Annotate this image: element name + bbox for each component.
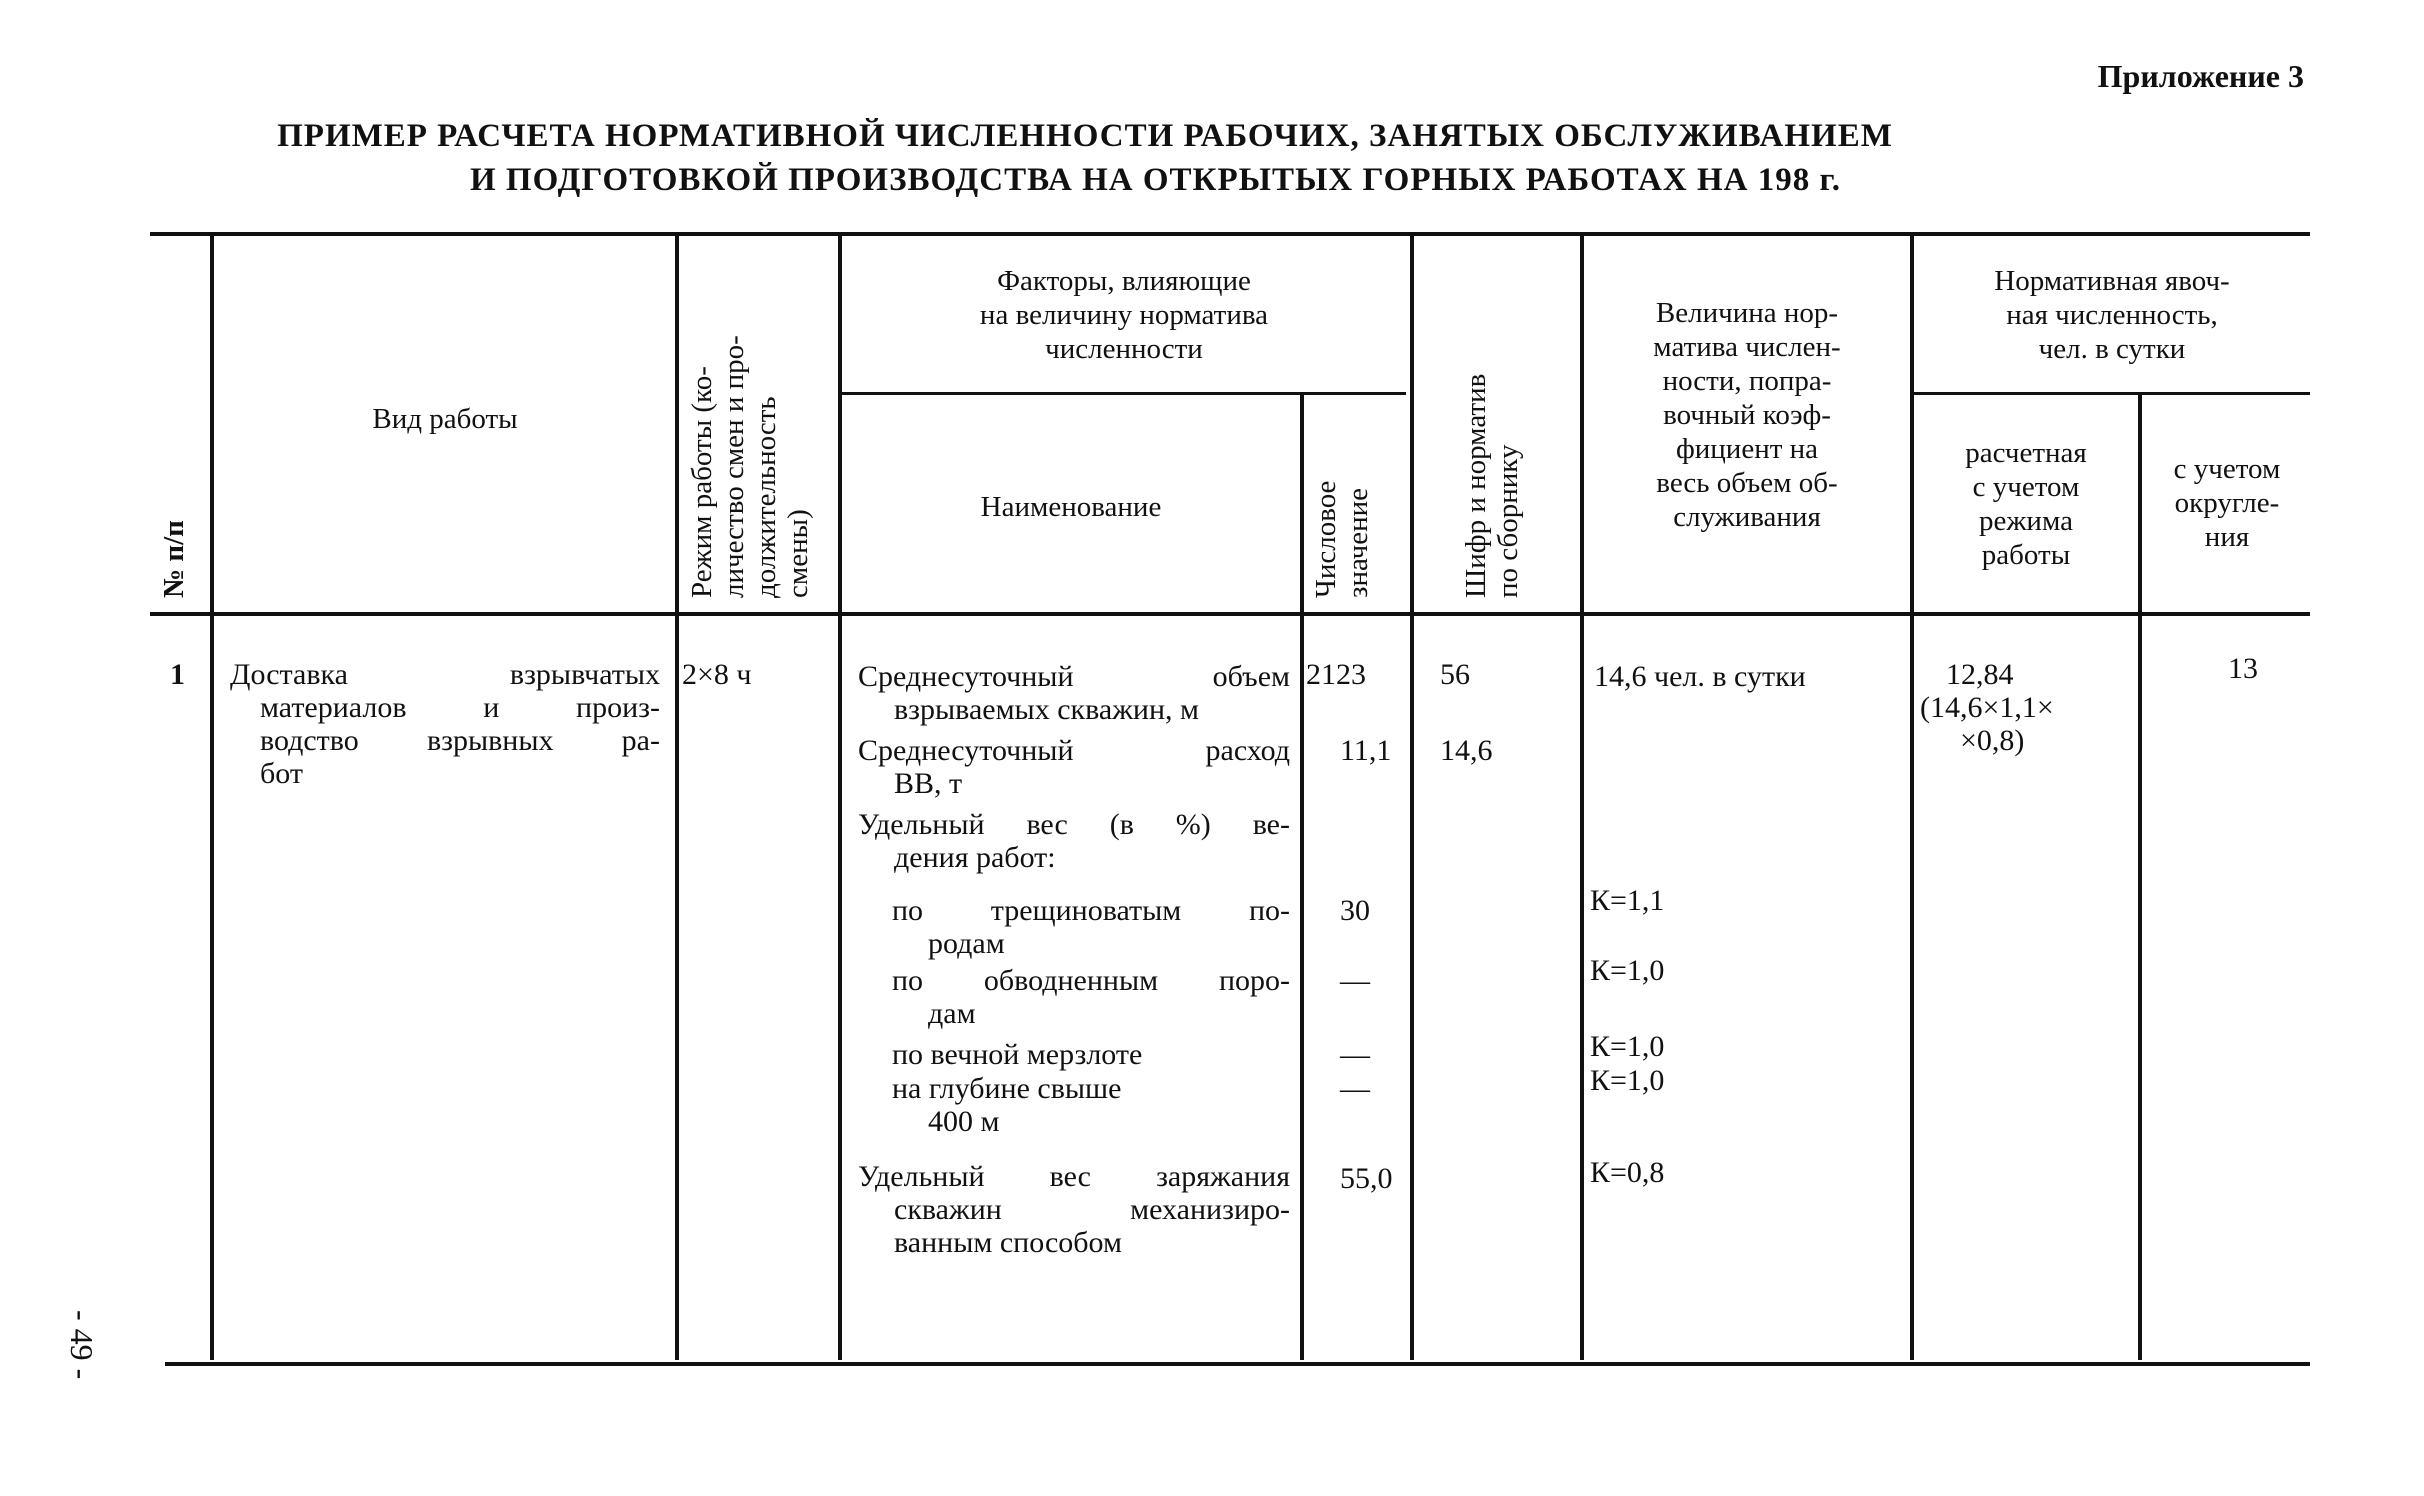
rounded-value: 13 bbox=[2228, 652, 2258, 685]
header-num: № п/п bbox=[158, 520, 190, 598]
value-daily-volume: 2123 bbox=[1306, 658, 1366, 691]
col-rule-4 bbox=[1300, 395, 1304, 1360]
table-top-rule bbox=[150, 232, 2310, 236]
col-rule-3 bbox=[838, 236, 842, 1360]
appendix-label: Приложение 3 bbox=[2097, 58, 2304, 94]
page-number: - 49 - bbox=[64, 1310, 100, 1380]
factors-sub-rule bbox=[838, 392, 1406, 395]
col-rule-2 bbox=[675, 236, 679, 1360]
factor-share-header: Удельный вес (в %) ве- дения работ: bbox=[858, 808, 1290, 874]
title-line-1: ПРИМЕР РАСЧЕТА НОРМАТИВНОЙ ЧИСЛЕННОСТИ РАБОЧИХ, ЗАНЯТЫХ ОБСЛУЖИВАНИЕМ bbox=[277, 118, 1893, 154]
row-number: 1 bbox=[170, 658, 185, 691]
header-factors: Факторы, влияющие на величину норматива численности bbox=[979, 265, 1269, 365]
header-norm-attendance: Нормативная явоч- ная численность, чел. в сутки bbox=[1994, 265, 2230, 365]
code-explosive: 14,6 bbox=[1440, 734, 1493, 767]
factor-watered: по обводненным поро- дам bbox=[892, 964, 1290, 1030]
norm-value: 14,6 чел. в сутки bbox=[1594, 660, 1806, 693]
header-mode: Режим работы (ко- личество смен и про- должительность смены) bbox=[686, 335, 814, 598]
header-calculated: расчетная с учетом режима работы bbox=[1965, 437, 2087, 571]
coef-depth: К=1,0 bbox=[1590, 1064, 1665, 1097]
header-rounded: с учетом округле- ния bbox=[2173, 453, 2281, 553]
factor-permafrost: по вечной мерзлоте bbox=[892, 1038, 1143, 1071]
factor-daily-explosive: Среднесуточный расход ВВ, т bbox=[858, 734, 1290, 800]
header-name: Наименование bbox=[980, 491, 1162, 523]
coef-mechanized: К=0,8 bbox=[1590, 1156, 1665, 1189]
calculated-value: 12,84 (14,6×1,1× ×0,8) bbox=[1920, 658, 2054, 757]
row-work-type: Доставка взрывчатых материалов и произ- водство взрывных ра- бот bbox=[230, 658, 660, 790]
header-work-type: Вид работы bbox=[372, 403, 518, 435]
factor-mechanized-charging: Удельный вес заряжания скважин механизиро- ванным способом bbox=[858, 1160, 1290, 1259]
value-watered: — bbox=[1340, 964, 1370, 997]
row-mode: 2×8 ч bbox=[682, 658, 752, 691]
factor-fractured: по трещиноватым по- родам bbox=[892, 894, 1290, 960]
value-permafrost: — bbox=[1340, 1038, 1370, 1071]
col-rule-7 bbox=[1910, 236, 1914, 1360]
coef-watered: К=1,0 bbox=[1590, 954, 1665, 987]
factor-depth: на глубине свыше 400 м bbox=[892, 1072, 1122, 1138]
coef-fractured: К=1,1 bbox=[1590, 884, 1665, 917]
header-norm-value: Величина нор- матива числен- ности, попра- вочный коэф- фициент на весь объем об- служивания bbox=[1653, 297, 1841, 533]
coef-permafrost: К=1,0 bbox=[1590, 1030, 1665, 1063]
value-depth: — bbox=[1340, 1072, 1370, 1105]
value-fractured: 30 bbox=[1340, 894, 1370, 927]
header-code: Шифр и норматив по сборнику bbox=[1460, 373, 1524, 598]
header-bottom-rule bbox=[150, 612, 2310, 616]
header-numeric-value: Числовое значение bbox=[1310, 480, 1374, 598]
table-bottom-rule bbox=[165, 1362, 2310, 1366]
value-daily-explosive: 11,1 bbox=[1340, 734, 1392, 767]
factor-daily-volume: Среднесуточный объем взрываемых скважин, м bbox=[858, 660, 1290, 726]
code-volume: 56 bbox=[1440, 658, 1470, 691]
value-mechanized: 55,0 bbox=[1340, 1162, 1393, 1195]
col-rule-1 bbox=[210, 236, 214, 1360]
attendance-sub-rule bbox=[1910, 392, 2310, 395]
col-rule-5 bbox=[1410, 236, 1414, 1360]
title-line-2: И ПОДГОТОВКОЙ ПРОИЗВОДСТВА НА ОТКРЫТЫХ ГОРНЫХ РАБОТАХ НА 198 г. bbox=[470, 162, 1841, 198]
